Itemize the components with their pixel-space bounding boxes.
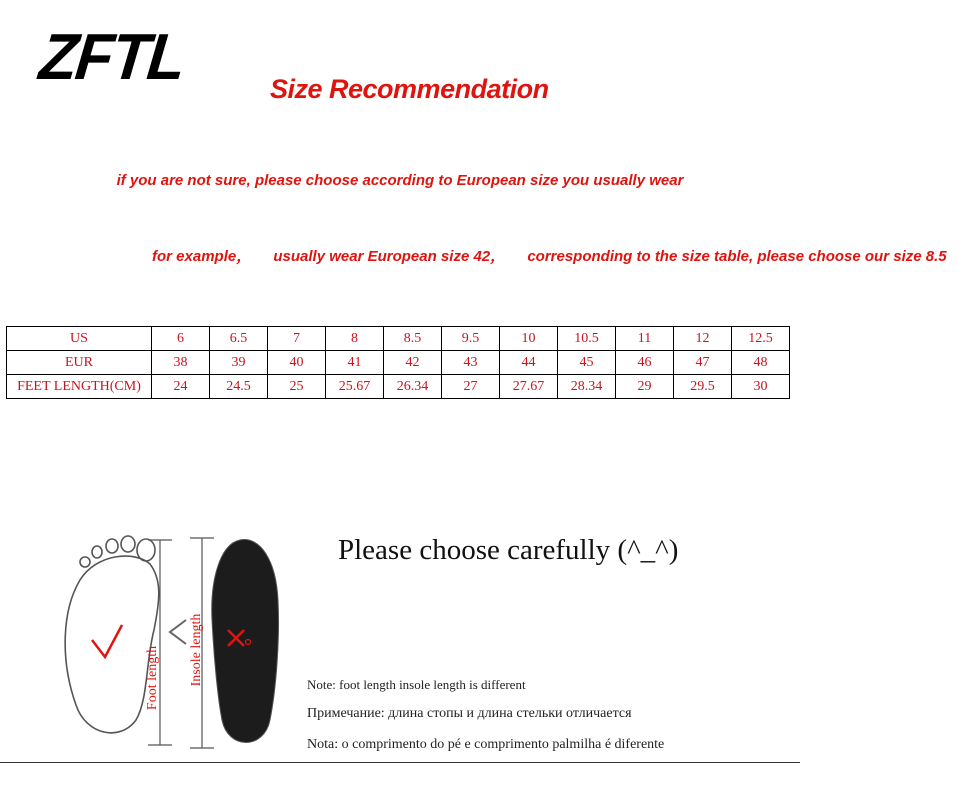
table-cell: 26.34: [384, 375, 442, 399]
table-row-feet-length: [7, 375, 790, 399]
size-example-line: [152, 245, 965, 266]
row-label: EUR: [7, 351, 152, 375]
table-cell: 6.5: [210, 327, 268, 351]
note-portuguese: Nota: o comprimento do pé e comprimento palmilha é diferente: [307, 737, 665, 752]
table-cell: 27: [442, 375, 500, 399]
page-title: Size Recommendation: [270, 74, 549, 104]
table-cell: 7: [268, 327, 326, 351]
table-cell: 40: [268, 351, 326, 375]
example-part-3: corresponding to the size table, please choose our size 8.5: [527, 248, 947, 265]
foot-insole-illustration: [50, 520, 290, 760]
brand-logo: ZFTL: [36, 21, 188, 94]
table-cell: 11: [616, 327, 674, 351]
choose-carefully-heading: [338, 534, 678, 567]
table-row-us: [7, 327, 790, 351]
table-cell: 8: [326, 327, 384, 351]
bottom-divider: [0, 762, 800, 763]
table-cell: 43: [442, 351, 500, 375]
table-cell: 8.5: [384, 327, 442, 351]
table-cell: 38: [152, 351, 210, 375]
size-hint-line: if you are not sure, please choose according to European size you usually wear: [116, 172, 684, 189]
table-cell: 29: [616, 375, 674, 399]
insole-length-label: Insole length: [189, 613, 204, 687]
row-label: FEET LENGTH(CM): [7, 375, 152, 399]
table-cell: 48: [732, 351, 790, 375]
table-cell: 28.34: [558, 375, 616, 399]
table-cell: 42: [384, 351, 442, 375]
table-cell: 30: [732, 375, 790, 399]
table-cell: 9.5: [442, 327, 500, 351]
table-cell: 27.67: [500, 375, 558, 399]
table-cell: 24.5: [210, 375, 268, 399]
table-cell: 47: [674, 351, 732, 375]
table-cell: 12.5: [732, 327, 790, 351]
heading-text: Please choose carefully (^_^): [338, 534, 679, 566]
table-cell: 45: [558, 351, 616, 375]
checkmark-icon: [92, 625, 122, 657]
angle-bracket-icon: [170, 620, 186, 644]
example-part-1: for example，: [152, 248, 252, 265]
table-cell: 44: [500, 351, 558, 375]
table-cell: 41: [326, 351, 384, 375]
foot-length-label: Foot length: [145, 645, 160, 711]
table-cell: 39: [210, 351, 268, 375]
size-table: [6, 326, 790, 399]
table-cell: 6: [152, 327, 210, 351]
table-cell: 24: [152, 375, 210, 399]
note-english: Note: foot length insole length is different: [307, 677, 526, 692]
table-cell: 25: [268, 375, 326, 399]
table-cell: 25.67: [326, 375, 384, 399]
row-label: US: [7, 327, 152, 351]
table-cell: 12: [674, 327, 732, 351]
example-part-2: usually wear European size 42，: [273, 248, 506, 265]
table-cell: 10.5: [558, 327, 616, 351]
table-cell: 10: [500, 327, 558, 351]
table-cell: 46: [616, 351, 674, 375]
table-row-eur: [7, 351, 790, 375]
note-russian: Примечание: длина стопы и длина стельки отличается: [307, 706, 632, 721]
table-cell: 29.5: [674, 375, 732, 399]
